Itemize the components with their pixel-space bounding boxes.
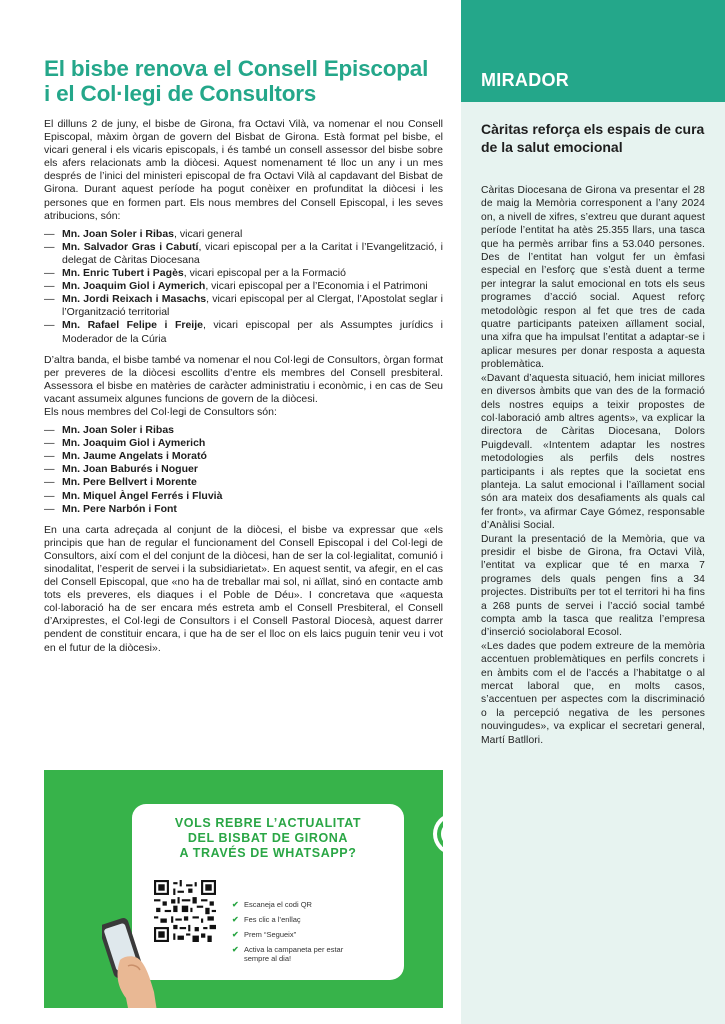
check-icon: ✔ <box>232 945 239 954</box>
sidebar-body <box>481 184 705 747</box>
phone-in-hand-icon <box>102 908 172 1008</box>
consultor-member: — Mn. Joaquim Giol i Aymerich <box>44 437 206 450</box>
sidebar-paragraph: Càritas Diocesana de Girona va presentar el 28 de maig la Memòria corresponent a l’any 2024 on, a nivell de xifres, s’extreu que durant aquest període l’entitat ha atès 25.355 llars, una tasca que ha permès arribar fins a 53.040 persones. Des de l’entitat han volgut fer un èmfasi especial en l’esforç que s’està duent a terme per integrar la salut emocional en tots els seus programes d’acció social. Aquest reforç metodològic respon al fet que tres de cada quatre participants pateixen aïllament social, una xifra que ha impulsat l’entitat a adaptar-se i aplicar mesures per donar resposta a aquesta problemàtica. <box>481 185 705 371</box>
ad-steps <box>232 900 344 969</box>
ad-step: ✔ Escaneja el codi QR <box>232 900 312 909</box>
ad-step: ✔ Prem “Segueix” <box>232 930 297 939</box>
whatsapp-ad[interactable] <box>44 770 443 1008</box>
council-member: — Mn. Jordi Reixach i Masachs, vicari episcopal per al Clergat, l’Apostolat seglar i l’Organització territorial <box>44 293 443 319</box>
whatsapp-icon[interactable] <box>432 812 443 856</box>
council-member: — Mn. Joan Soler i Ribas, vicari general <box>44 227 243 240</box>
ad-title-line-3: A TRAVÉS DE WHATSAPP? <box>179 846 357 860</box>
consultors-list <box>44 424 443 516</box>
sidebar-paragraph: «Les dades que podem extreure de la memòria accentuen problemàtiques en perfils concrets i en àmbits com el de l’accés a l’habitatge o al mercat laboral que, en molts casos, s’accentuen per aspectes com la discriminació o la percepció negativa de les persones nouvingudes», va explicar el secretari general, Martí Batllori. <box>481 640 705 746</box>
council-member: — Mn. Rafael Felipe i Freije, vicari episcopal per als Assumptes jurídics i Moderador de la Cúria <box>44 319 443 345</box>
main-article <box>44 56 443 655</box>
mirador-sidebar <box>461 0 725 1024</box>
council-member: — Mn. Salvador Gras i Cabutí, vicari episcopal per a la Caritat i l’Evangelització, i delegat de Càritas Diocesana <box>44 240 443 266</box>
consultor-member: — Mn. Pere Bellvert i Morente <box>44 476 197 489</box>
ad-step: ✔ Activa la campaneta per estar sempre al dia! <box>232 945 344 963</box>
consultor-member: — Mn. Miquel Àngel Ferrés i Fluvià <box>44 489 223 502</box>
section-label: MIRADOR <box>481 70 570 90</box>
consultors-lead: Els nous membres del Col·legi de Consultors són: <box>44 405 277 418</box>
ad-step: ✔ Fes clic a l’enllaç <box>232 915 301 924</box>
article-title-line-2: i el Col·legi de Consultors <box>44 81 317 106</box>
council-list <box>44 228 443 346</box>
council-member: — Mn. Enric Tubert i Pagès, vicari episcopal per a la Formació <box>44 267 346 280</box>
check-icon: ✔ <box>232 930 239 939</box>
ad-title-line-2: DEL BISBAT DE GIRONA <box>187 831 349 845</box>
article-closing: En una carta adreçada al conjunt de la diòcesi, el bisbe va expressar que «els principis que han de regular el funcionament del Consell Episcopal i del Col·legi de Consultors, així com el del conjunt de la diòcesi, han de ser la col·legialitat, comunió i sinodalitat, l’esperit de servei i la subsidiarietat». En aquest sentit, va afegir, en el cas del Consell Episcopal, que «no ha de treballar mai sol, ni aïllat, sinó en contacte amb tots els preveres, els diaques i el Poble de Déu». I concretava que «aquesta col·laboració ha de ser encara més estreta amb el Consell Presbiteral, el Consell d’Arxiprestes, el Col·legi de Consultors i el Consell Pastoral Diocesà, aquest darrer pendent de constituir encara, i que ha de ser el lloc on els laics puguin tenir veu i vot en el futur de la diòcesi». <box>44 523 443 654</box>
ad-card <box>132 804 404 980</box>
check-icon: ✔ <box>232 915 239 924</box>
ad-title <box>132 816 404 861</box>
sidebar-title: Càritas reforça els espais de cura de la salut emocional <box>481 121 705 155</box>
consultors-intro: D’altra banda, el bisbe també va nomenar el nou Col·legi de Consultors, òrgan format per preveres de la diòcesi escollits d’entre els membres del Consell presbiteral. Assessora el bisbe en matèries de caràcter administratiu i econòmic, i en cas de Seu vacant assumeix algunes funcions de govern de la diòcesi. <box>44 353 443 405</box>
sidebar-paragraph: Durant la presentació de la Memòria, que va presidir el bisbe de Girona, fra Octavi Vilà, l’entitat va explicar que té en marxa 7 programes dels quals pengen fins a 34 projectes. Distribuïts per tot el territori hi ha fins a 268 punts de servei i l’acció social també compta amb la tasca que realitza l’empresa d’inserció sociolaboral Ecosol. <box>481 533 705 639</box>
ad-title-line-1: VOLS REBRE L’ACTUALITAT <box>174 816 362 830</box>
consultor-member: — Mn. Jaume Angelats i Morató <box>44 450 207 463</box>
article-title-line-1: El bisbe renova el Consell Episcopal <box>44 56 429 81</box>
section-header <box>461 0 725 102</box>
check-icon: ✔ <box>232 900 239 909</box>
article-intro: El dilluns 2 de juny, el bisbe de Girona, fra Octavi Vilà, va nomenar el nou Consell Episcopal, màxim òrgan de govern del Bisbat de Girona. Està format pel bisbe, el vicari general i els vicaris episcopals, i és també un consell assessor del bisbe sobre els afers relacionats amb la diòcesi. Aquest nomenament té lloc un any i un mes després de l’inici del ministeri episcopal de fra Octavi Vilà al capdavant del Bisbat de Girona. Durant aquest període ha pogut conèixer en profunditat la diòcesi i les persones que en formen part. Els nous membres del Consell Episcopal, i les seves atribucions, són: <box>44 118 443 222</box>
sidebar-paragraph: «Davant d’aquesta situació, hem iniciat millores en diversos àmbits que van des de la formació dels nostres equips a teixir propostes de col·laboració amb altres agents», va explicar la directora de Càritas Diocesana, Dolors Puigdevall. «Intentem adaptar les nostres metodologies als perfils dels nostres participants i als reptes que la societat ens planteja. La salut emocional i l’aïllament social són ara mateix dos desafiaments als quals cal fer front», va afirmar Caye Gómez, responsable d’Anàlisi Social. <box>481 372 705 532</box>
consultor-member: — Mn. Pere Narbón i Font <box>44 502 177 515</box>
consultor-member: — Mn. Joan Baburés i Noguer <box>44 463 198 476</box>
article-body <box>44 118 443 655</box>
council-member: — Mn. Joaquim Giol i Aymerich, vicari episcopal per a l’Economia i el Patrimoni <box>44 280 428 293</box>
article-title <box>44 56 443 106</box>
consultor-member: — Mn. Joan Soler i Ribas <box>44 424 175 437</box>
